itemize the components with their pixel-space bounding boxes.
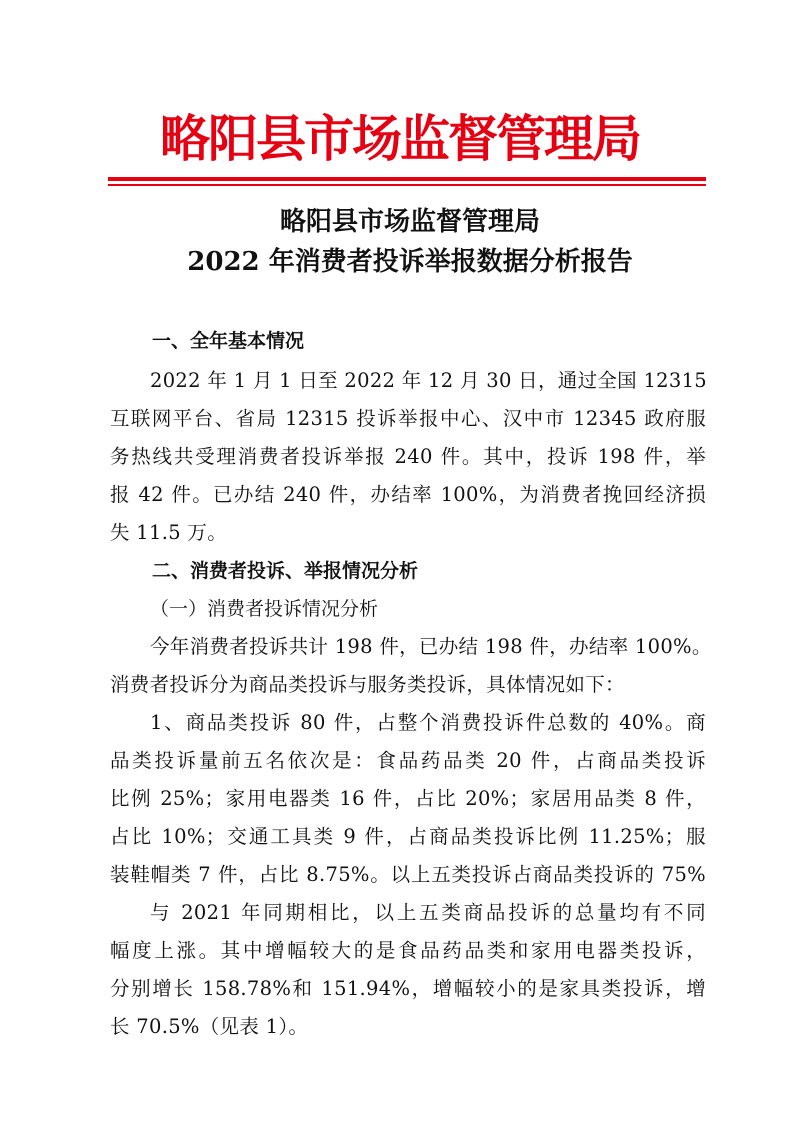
- para3-line: 与 2021 年同期相比，以上五类商品投诉的总量均有不同: [150, 901, 706, 924]
- masthead-rule-thin: [108, 184, 706, 186]
- section1-line: 报 42 件。已办结 240 件，办结率 100%，为消费者挽回经济损: [110, 483, 706, 506]
- section1-line: 务热线共受理消费者投诉举报 240 件。其中，投诉 198 件，举: [110, 445, 706, 468]
- report-title-line2: 2022 年消费者投诉举报数据分析报告: [187, 247, 633, 277]
- section2-subheading: （一）消费者投诉情况分析: [150, 598, 379, 620]
- para1-line: 消费者投诉分为商品类投诉与服务类投诉，具体情况如下：: [110, 673, 625, 696]
- section1-line: 失 11.5 万。: [110, 521, 228, 544]
- section1-line: 2022 年 1 月 1 日至 2022 年 12 月 30 日，通过全国 12315: [150, 369, 708, 392]
- para1-line: 今年消费者投诉共计 198 件，已办结 198 件，办结率 100%。: [150, 635, 712, 658]
- para3-line: 分别增长 158.78%和 151.94%，增幅较小的是家具类投诉，增: [110, 977, 706, 1000]
- section2-heading: 二、消费者投诉、举报情况分析: [152, 560, 419, 582]
- report-title-line1: 略阳县市场监督管理局: [279, 207, 540, 237]
- para2-line: 品类投诉量前五名依次是：食品药品类 20 件，占商品类投诉: [110, 749, 706, 772]
- section1-line: 互联网平台、省局 12315 投诉举报中心、汉中市 12345 政府服: [110, 407, 706, 430]
- para3-line: 长 70.5%（见表 1）。: [110, 1015, 309, 1038]
- para2-line: 1、商品类投诉 80 件，占整个消费投诉件总数的 40%。商: [150, 711, 706, 734]
- section1-heading: 一、全年基本情况: [152, 330, 305, 352]
- para2-line: 装鞋帽类 7 件，占比 8.75%。以上五类投诉占商品类投诉的 75%: [110, 863, 706, 886]
- para2-line: 比例 25%；家用电器类 16 件，占比 20%；家居用品类 8 件，: [110, 787, 706, 810]
- masthead-rule-thick: [108, 177, 706, 181]
- masthead-title: 略阳县市场监督管理局: [160, 109, 640, 168]
- para3-line: 幅度上涨。其中增幅较大的是食品药品类和家用电器类投诉，: [110, 939, 706, 962]
- para2-line: 占比 10%；交通工具类 9 件，占商品类投诉比例 11.25%；服: [110, 825, 706, 848]
